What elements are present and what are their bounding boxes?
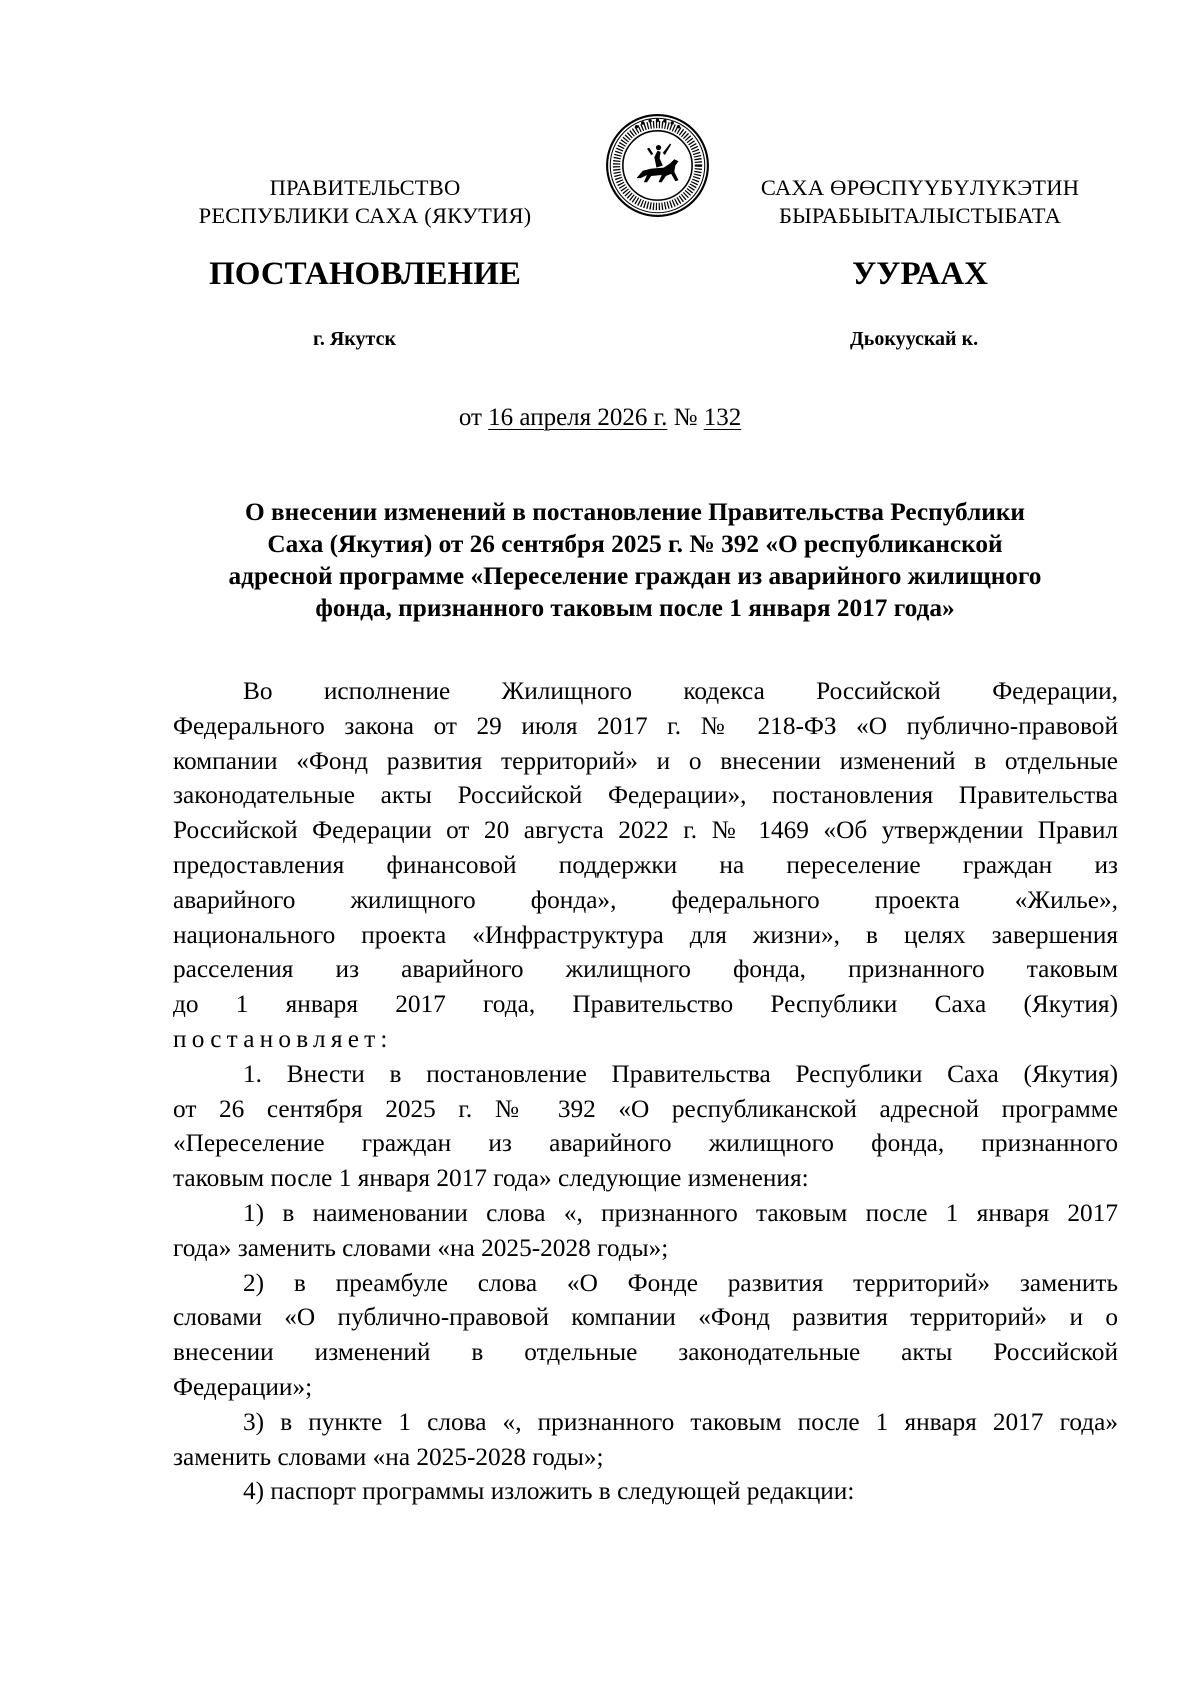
- item-1-line: от 26 сентября 2025 г. № 392 «О республиканской адресной программе: [173, 1094, 1118, 1123]
- title-line: фонда, признанного таковым после 1 января 2017 года»: [315, 594, 955, 622]
- subitem-3-line: 3) в пункте 1 слова «, признанного таковым после 1 января 2017 года»: [243, 1407, 1118, 1436]
- date-and-number: [0, 404, 1200, 432]
- preamble-line: Федерального закона от 29 июля 2017 г. № 218-ФЗ «О публично-правовой: [173, 711, 1118, 740]
- preamble-line: законодательные акты Российской Федерации», постановления Правительства: [173, 781, 1118, 810]
- document-type-russian: ПОСТАНОВЛЕНИЕ: [209, 256, 521, 292]
- number-sign: №: [673, 404, 698, 431]
- title-line: Саха (Якутия) от 26 сентября 2025 г. № 392 «О республиканской: [267, 530, 1003, 558]
- issuer-name-russian: [150, 174, 580, 230]
- document-body: [173, 674, 1118, 1509]
- document-number: 132: [703, 404, 742, 431]
- title-line: адресной программе «Переселение граждан из аварийного жилищного: [228, 562, 1042, 590]
- document-date: 16 апреля 2026 г.: [488, 404, 668, 431]
- preamble-line: предоставления финансовой поддержки на переселение граждан из: [173, 850, 1118, 879]
- preamble-line: Во исполнение Жилищного кодекса Российской Федерации,: [243, 677, 1118, 705]
- issuer-line-1: ПРАВИТЕЛЬСТВО: [269, 175, 461, 200]
- subitem-2-line: внесении изменений в отдельные законодательные акты Российской: [173, 1338, 1118, 1367]
- item-1-line: «Переселение граждан из аварийного жилищного фонда, признанного: [173, 1129, 1118, 1158]
- preamble-line: расселения из аварийного жилищного фонда, признанного таковым: [173, 955, 1118, 984]
- subitem-2-line: словами «О публично-правовой компании «Фонд развития территорий» и о: [173, 1303, 1118, 1332]
- preamble-line: компании «Фонд развития территорий» и о внесении изменений в отдельные: [173, 746, 1118, 775]
- issuer-name-sakha: [740, 174, 1100, 230]
- preamble-line: национального проекта «Инфраструктура для жизни», в целях завершения: [173, 920, 1118, 949]
- coat-of-arms-emblem: [605, 113, 710, 218]
- issuer-line-2: РЕСПУБЛИКИ САХА (ЯКУТИЯ): [198, 203, 532, 228]
- date-prefix: от: [458, 404, 482, 431]
- document-title: [160, 496, 1110, 624]
- subitem-1-line: года» заменить словами «на 2025-2028 годы»;: [173, 1233, 669, 1262]
- preamble-line: до 1 января 2017 года, Правительство Республики Саха (Якутия): [173, 990, 1118, 1019]
- issuer-sakha-line-2: БЫРАБЫЫТАЛЫСТЫБАТА: [778, 203, 1062, 228]
- item-1-line: 1. Внести в постановление Правительства Республики Саха (Якутия): [243, 1059, 1118, 1088]
- title-line: О внесении изменений в постановление Правительства Республики: [244, 498, 1025, 526]
- subitem-3-line: заменить словами «на 2025-2028 годы»;: [173, 1442, 604, 1471]
- subitem-2-line: Федерации»;: [173, 1372, 313, 1401]
- city-russian: г. Якутск: [313, 328, 396, 350]
- issuer-sakha-line-1: САХА ӨРӨСПҮҮБҮЛҮКЭТИН: [760, 175, 1080, 200]
- subitem-1-line: 1) в наименовании слова «, признанного таковым после 1 января 2017: [243, 1198, 1118, 1227]
- city-sakha: Дьокуускай к.: [850, 328, 979, 350]
- preamble-line: аварийного жилищного фонда», федерального проекта «Жилье»,: [173, 885, 1118, 914]
- document-type-sakha: УУРААХ: [852, 256, 988, 292]
- item-1-line: таковым после 1 января 2017 года» следующие изменения:: [173, 1164, 809, 1193]
- preamble-line: Российской Федерации от 20 августа 2022 г. № 1469 «Об утверждении Правил: [173, 816, 1118, 845]
- subitem-4-line: 4) паспорт программы изложить в следующей редакции:: [243, 1477, 855, 1506]
- resolves-word: постановляет:: [173, 1024, 393, 1053]
- subitem-2-line: 2) в преамбуле слова «О Фонде развития территорий» заменить: [243, 1268, 1118, 1297]
